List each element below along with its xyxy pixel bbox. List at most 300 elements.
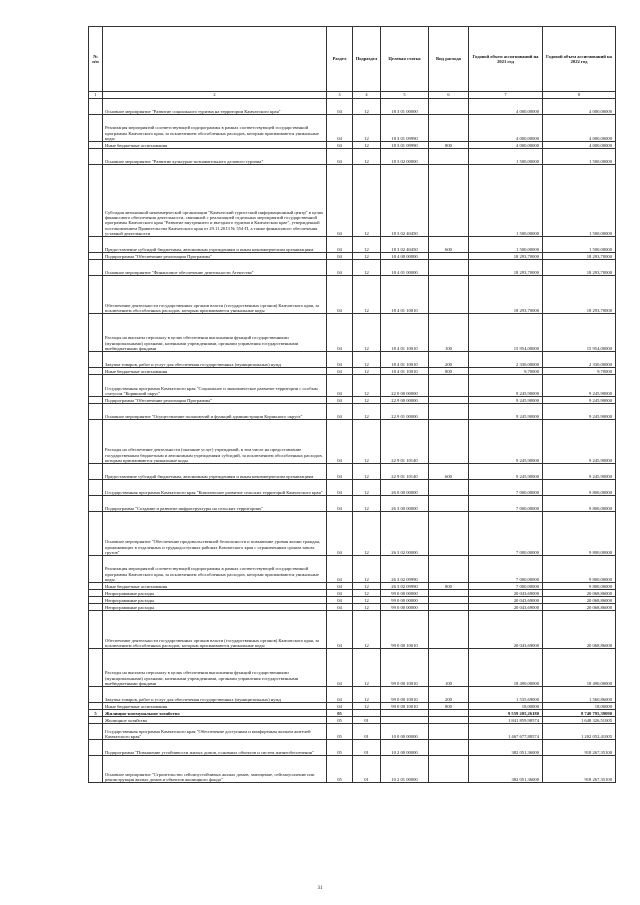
table-row (89, 583, 616, 590)
row-expense-type: 800 (429, 368, 469, 375)
row-name: Закупка товаров, работ и услуг для обеспечения государственных (муниципальных) нужд (103, 352, 327, 368)
table-row (89, 740, 616, 756)
row-subsection: 12 (353, 260, 381, 276)
table-row (89, 375, 616, 397)
row-expense-type (429, 404, 469, 420)
row-amount-2022: 1 500,00000 (543, 165, 616, 237)
row-expense-type: 200 (429, 687, 469, 703)
row-amount-2022: 2 330,00000 (543, 352, 616, 368)
row-amount-2021: 20 043,69000 (469, 604, 543, 611)
row-target-article (381, 710, 429, 717)
row-section: 04 (327, 420, 353, 464)
row-number (89, 649, 103, 687)
col-header-num: № п/п (89, 27, 103, 92)
row-target-article: 26 3 00 00000 (381, 496, 429, 512)
row-amount-2021: 18 490,00000 (469, 649, 543, 687)
row-section: 04 (327, 590, 353, 597)
row-amount-2021: 18 293,70000 (469, 253, 543, 260)
col-header-amount-2021: Годовой объем ассигнований на 2021 год (469, 27, 543, 92)
table-row (89, 149, 616, 165)
row-name: Основное мероприятие "Строительство сейсмоустойчивых жилых домов, замещение, сейсмоусиление или реконструкция жилых домов и объектов жилищного фонда" (103, 756, 327, 783)
row-amount-2021: 1 535,69000 (469, 687, 543, 703)
row-expense-type (429, 149, 469, 165)
col-header-expense-type: Вид расхода (429, 27, 469, 92)
row-amount-2022: 9 245,90000 (543, 420, 616, 464)
col-number: 3 (327, 92, 353, 99)
row-target-article: 26 3 02 09990 (381, 583, 429, 590)
row-amount-2021: 1 500,00000 (469, 237, 543, 253)
row-name: Государственная программа Камчатского края "Обеспечение доступным и комфортным жильем жителей Камчатского края" (103, 724, 327, 740)
row-name: Обеспечение деятельности государственных органов власти (государственных органов) Камчатского края, за исключением обособленных расходов, которым присваиваются уникальные коды (103, 611, 327, 649)
row-section: 04 (327, 480, 353, 496)
row-name: Подпрограмма "Повышение устойчивости жилых домов, основных объектов и систем жизнеобеспечения" (103, 740, 327, 756)
row-number (89, 590, 103, 597)
col-number: 8 (543, 92, 616, 99)
row-target-article (381, 717, 429, 724)
col-number: 2 (103, 92, 327, 99)
row-amount-2021: 4 000,00000 (469, 142, 543, 149)
table-row (89, 368, 616, 375)
row-amount-2022: 9 800,00000 (543, 496, 616, 512)
row-subsection: 01 (353, 724, 381, 740)
row-subsection: 12 (353, 590, 381, 597)
row-expense-type (429, 397, 469, 404)
row-expense-type (429, 590, 469, 597)
table-row (89, 512, 616, 556)
table-row (89, 260, 616, 276)
row-amount-2022: 18 490,00000 (543, 649, 616, 687)
row-amount-2022: 1 648 326,51005 (543, 717, 616, 724)
row-subsection: 12 (353, 352, 381, 368)
col-number: 7 (469, 92, 543, 99)
row-amount-2021: 9 245,90000 (469, 375, 543, 397)
row-expense-type (429, 420, 469, 464)
row-amount-2022: 18 293,70000 (543, 260, 616, 276)
table-row (89, 756, 616, 783)
row-amount-2021: 7 000,00000 (469, 556, 543, 583)
row-number (89, 756, 103, 783)
table-row (89, 597, 616, 604)
row-number (89, 352, 103, 368)
row-name: Иные бюджетные ассигнования (103, 583, 327, 590)
row-target-article: 26 3 02 09990 (381, 556, 429, 583)
row-section: 04 (327, 649, 353, 687)
row-expense-type (429, 260, 469, 276)
row-expense-type (429, 756, 469, 783)
row-amount-2022: 18 293,70000 (543, 253, 616, 260)
row-amount-2022: 1 202 052,41005 (543, 724, 616, 740)
row-amount-2021: 4 000,00000 (469, 115, 543, 142)
row-target-article: 18 4 00 00000 (381, 253, 429, 260)
row-amount-2022: 18 293,70000 (543, 276, 616, 314)
row-expense-type (429, 480, 469, 496)
row-number (89, 99, 103, 115)
col-header-name (103, 27, 327, 92)
row-name: Расходы на выплаты персоналу в целях обеспечения выполнения функций государственными (муниципальными) органами, казенными учреждениями, органами управления государственными внебюджетными фондами (103, 314, 327, 352)
row-amount-2022: 20 068,86000 (543, 611, 616, 649)
row-number (89, 276, 103, 314)
row-target-article: 18 4 01 10010 (381, 276, 429, 314)
row-subsection: 12 (353, 165, 381, 237)
row-target-article: 99 0 00 10010 (381, 687, 429, 703)
row-amount-2022: 20 068,86000 (543, 604, 616, 611)
row-amount-2022: 9,70000 (543, 368, 616, 375)
row-target-article: 22 0 00 00000 (381, 375, 429, 397)
row-amount-2022: 18,00000 (543, 703, 616, 710)
table-row (89, 253, 616, 260)
row-subsection: 12 (353, 276, 381, 314)
row-target-article: 18 3 02 00000 (381, 149, 429, 165)
row-amount-2021: 1 500,00000 (469, 149, 543, 165)
row-amount-2021: 7 000,00000 (469, 480, 543, 496)
row-name: Основное мероприятие "Финансовое обеспечение деятельности Агентства" (103, 260, 327, 276)
row-expense-type: 100 (429, 649, 469, 687)
row-target-article: 99 0 00 10010 (381, 649, 429, 687)
col-number: 1 (89, 92, 103, 99)
row-subsection: 12 (353, 464, 381, 480)
row-target-article: 22 9 01 10140 (381, 420, 429, 464)
row-name: Основное мероприятие "Обеспечение продовольственной безопасности и повышение уровня жизни граждан, проживающих в отдаленных и труднодоступных районах Камчатского края с ограниченным сроком завоза грузов" (103, 512, 327, 556)
col-number: 4 (353, 92, 381, 99)
row-subsection: 01 (353, 717, 381, 724)
row-section: 04 (327, 260, 353, 276)
row-expense-type: 600 (429, 464, 469, 480)
row-section: 04 (327, 142, 353, 149)
row-amount-2021: 20 043,69000 (469, 590, 543, 597)
row-name: Субсидия автономной некоммерческой организации "Камчатский туристский информационный центр" в целях финансового обеспечения деятельности, связанной с реализацией отдельных мероприятий государственной программы Камчатского края "Развитие внутреннего и въездного туризма в Камчатском крае", утвержденной постановлением Правительства Камчатского края от 29.11.2013 № 554-П, а также финансового обеспечения уставной деятельности (103, 165, 327, 237)
row-section: 04 (327, 397, 353, 404)
page-number: 31 (317, 886, 323, 891)
row-amount-2022: 9 245,90000 (543, 404, 616, 420)
row-number (89, 597, 103, 604)
row-section: 04 (327, 404, 353, 420)
row-amount-2022: 9 800,00000 (543, 583, 616, 590)
row-subsection: 01 (353, 756, 381, 783)
row-target-article: 18 3 01 00000 (381, 99, 429, 115)
row-name: Закупка товаров, работ и услуг для обеспечения государственных (муниципальных) нужд (103, 687, 327, 703)
row-name: Государственная программа Камчатского края "Комплексное развитие сельских территорий Камчатского края" (103, 480, 327, 496)
table-row (89, 649, 616, 687)
table-row (89, 604, 616, 611)
row-number (89, 375, 103, 397)
row-section: 04 (327, 597, 353, 604)
table-row (89, 276, 616, 314)
row-amount-2021: 7 000,00000 (469, 496, 543, 512)
row-subsection: 01 (353, 740, 381, 756)
row-target-article: 99 0 00 10010 (381, 611, 429, 649)
row-expense-type (429, 375, 469, 397)
table-row (89, 314, 616, 352)
table-row (89, 115, 616, 142)
row-name: Иные бюджетные ассигнования (103, 703, 327, 710)
row-expense-type (429, 99, 469, 115)
row-section: 04 (327, 237, 353, 253)
row-expense-type: 100 (429, 314, 469, 352)
row-subsection: 12 (353, 496, 381, 512)
row-target-article: 22 9 01 10140 (381, 464, 429, 480)
row-section: 04 (327, 165, 353, 237)
row-name: Расходы на обеспечение деятельности (оказание услуг) учреждений, в том числе на предоставление государственным бюджетным и автономным учреждениям субсидий, за исключением обособленных расходов, которым присваиваются уникальные коды (103, 420, 327, 464)
row-amount-2022: 20 068,86000 (543, 597, 616, 604)
row-target-article: 18 3 01 09990 (381, 115, 429, 142)
row-number (89, 314, 103, 352)
table-row (89, 496, 616, 512)
row-amount-2022: 9 800,00000 (543, 556, 616, 583)
row-amount-2021: 20 043,69000 (469, 611, 543, 649)
row-subsection: 12 (353, 649, 381, 687)
col-header-subsection: Подраздел (353, 27, 381, 92)
row-expense-type: 600 (429, 237, 469, 253)
row-expense-type (429, 604, 469, 611)
row-amount-2022: 15 954,00000 (543, 314, 616, 352)
row-subsection: 12 (353, 368, 381, 375)
row-expense-type (429, 724, 469, 740)
row-number (89, 115, 103, 142)
row-amount-2021: 9 245,90000 (469, 420, 543, 464)
budget-table (88, 26, 616, 783)
table-row (89, 237, 616, 253)
row-amount-2021: 9 245,90000 (469, 464, 543, 480)
row-amount-2021: 9 245,90000 (469, 397, 543, 404)
row-number (89, 583, 103, 590)
table-row (89, 404, 616, 420)
table-row (89, 480, 616, 496)
row-subsection: 12 (353, 687, 381, 703)
row-target-article: 99 0 00 00000 (381, 604, 429, 611)
row-section: 04 (327, 496, 353, 512)
row-number (89, 149, 103, 165)
row-target-article: 18 3 01 09990 (381, 142, 429, 149)
row-amount-2021: 1 500,00000 (469, 165, 543, 237)
row-subsection: 12 (353, 404, 381, 420)
row-target-article: 99 0 00 00000 (381, 597, 429, 604)
table-row (89, 724, 616, 740)
table-row (89, 352, 616, 368)
row-number (89, 165, 103, 237)
row-expense-type: 800 (429, 583, 469, 590)
row-name: Обеспечение деятельности государственных органов власти (государственных органов) Камчатского края, за исключением обособленных расходов, которым присваиваются уникальные коды (103, 276, 327, 314)
row-section: 04 (327, 276, 353, 314)
row-target-article: 26 3 02 00000 (381, 512, 429, 556)
table-row (89, 611, 616, 649)
row-expense-type (429, 165, 469, 237)
row-expense-type: 800 (429, 703, 469, 710)
row-amount-2022: 4 000,00000 (543, 142, 616, 149)
row-amount-2021: 2 330,00000 (469, 352, 543, 368)
row-target-article: 99 0 00 00000 (381, 590, 429, 597)
row-amount-2021: 18,00000 (469, 703, 543, 710)
row-amount-2022: 1 560,86000 (543, 687, 616, 703)
row-number (89, 724, 103, 740)
row-amount-2022: 20 068,86000 (543, 590, 616, 597)
row-section: 04 (327, 368, 353, 375)
row-amount-2021: 4 000,00000 (469, 99, 543, 115)
row-amount-2021: 9 559 205,26180 (469, 710, 543, 717)
row-section: 04 (327, 687, 353, 703)
row-subsection: 12 (353, 375, 381, 397)
row-expense-type: 800 (429, 142, 469, 149)
table-row (89, 687, 616, 703)
row-target-article: 18 3 02 40450 (381, 237, 429, 253)
row-name: Подпрограмма "Обеспечение реализации Программы" (103, 397, 327, 404)
row-section: 04 (327, 314, 353, 352)
table-row (89, 142, 616, 149)
row-section: 04 (327, 149, 353, 165)
row-name: Жилищно-коммунальное хозяйство (103, 710, 327, 717)
row-subsection: 12 (353, 480, 381, 496)
row-expense-type (429, 740, 469, 756)
row-amount-2021: 15 954,00000 (469, 314, 543, 352)
row-name: Основное мероприятие "Развитие социального туризма на территории Камчатского края" (103, 99, 327, 115)
row-number (89, 397, 103, 404)
table-row (89, 165, 616, 237)
row-subsection (353, 710, 381, 717)
row-expense-type (429, 253, 469, 260)
row-target-article: 18 4 01 00000 (381, 260, 429, 276)
row-number (89, 740, 103, 756)
row-amount-2021: 7 000,00000 (469, 583, 543, 590)
row-section: 04 (327, 512, 353, 556)
row-name: Основное мероприятие "Развитие культурно-познавательного делового туризма" (103, 149, 327, 165)
row-target-article: 18 4 01 10010 (381, 368, 429, 375)
row-expense-type (429, 276, 469, 314)
row-section: 05 (327, 724, 353, 740)
row-subsection: 12 (353, 512, 381, 556)
row-amount-2022: 9 245,90000 (543, 464, 616, 480)
row-expense-type (429, 115, 469, 142)
row-subsection: 12 (353, 604, 381, 611)
col-number: 5 (381, 92, 429, 99)
table-row (89, 397, 616, 404)
row-amount-2022: 1 500,00000 (543, 237, 616, 253)
row-number (89, 496, 103, 512)
row-section: 04 (327, 604, 353, 611)
row-number (89, 260, 103, 276)
row-target-article: 22 9 01 00000 (381, 404, 429, 420)
row-amount-2022: 9 245,90000 (543, 375, 616, 397)
row-subsection: 12 (353, 149, 381, 165)
row-name: Государственная программа Камчатского края "Социальное и экономическое развитие территории с особым статусом "Корякский округ" (103, 375, 327, 397)
row-number (89, 611, 103, 649)
row-subsection: 12 (353, 583, 381, 590)
row-number (89, 512, 103, 556)
row-amount-2021: 382 051,36000 (469, 756, 543, 783)
row-amount-2022: 4 000,00000 (543, 99, 616, 115)
budget-table-sheet (88, 26, 615, 783)
table-row (89, 556, 616, 583)
row-section: 04 (327, 583, 353, 590)
row-amount-2021: 1 467 677,88574 (469, 724, 543, 740)
table-header-row (89, 27, 616, 92)
row-amount-2021: 9 245,90000 (469, 404, 543, 420)
row-target-article: 10 2 01 00000 (381, 756, 429, 783)
col-header-section: Раздел (327, 27, 353, 92)
row-expense-type (429, 611, 469, 649)
row-number (89, 687, 103, 703)
row-name: Подпрограмма "Создание и развитие инфраструктуры на сельских территориях" (103, 496, 327, 512)
row-number (89, 237, 103, 253)
row-name: Подпрограмма "Обеспечение реализации Программы" (103, 253, 327, 260)
row-section: 04 (327, 352, 353, 368)
row-number (89, 420, 103, 464)
row-amount-2022: 918 267,35100 (543, 756, 616, 783)
row-target-article: 18 3 02 40450 (381, 165, 429, 237)
row-target-article: 10 2 00 00000 (381, 740, 429, 756)
row-target-article: 18 4 01 10010 (381, 314, 429, 352)
row-subsection: 12 (353, 397, 381, 404)
row-amount-2021: 9,70000 (469, 368, 543, 375)
row-number (89, 480, 103, 496)
row-expense-type (429, 512, 469, 556)
row-subsection: 12 (353, 253, 381, 260)
row-number: 5 (89, 710, 103, 717)
row-amount-2022: 9 800,00000 (543, 480, 616, 496)
row-name: Реализация мероприятий соответствующей подпрограммы в рамках соответствующей государственной программы Камчатского края, за исключением обособленных расходов, которым присваиваются уникальные коды (103, 556, 327, 583)
row-amount-2021: 7 000,00000 (469, 512, 543, 556)
row-amount-2022: 8 740 795,39090 (543, 710, 616, 717)
table-row (89, 703, 616, 710)
row-name: Жилищное хозяйство (103, 717, 327, 724)
row-amount-2022: 9 800,00000 (543, 512, 616, 556)
row-target-article: 18 4 01 10010 (381, 352, 429, 368)
col-number: 6 (429, 92, 469, 99)
col-header-target-article: Целевая статья (381, 27, 429, 92)
row-section: 04 (327, 464, 353, 480)
row-amount-2022: 1 500,00000 (543, 149, 616, 165)
row-section: 04 (327, 375, 353, 397)
row-number (89, 556, 103, 583)
row-subsection: 12 (353, 703, 381, 710)
table-row (89, 710, 616, 717)
row-name: Иные бюджетные ассигнования (103, 368, 327, 375)
row-number (89, 368, 103, 375)
column-number-row (89, 92, 616, 99)
row-amount-2022: 9 245,90000 (543, 397, 616, 404)
row-name: Непрограммные расходы (103, 590, 327, 597)
row-name: Предоставление субсидий бюджетным, автономным учреждениям и иным некоммерческим организациям (103, 464, 327, 480)
row-number (89, 717, 103, 724)
row-amount-2022: 4 000,00000 (543, 115, 616, 142)
row-section: 05 (327, 710, 353, 717)
row-name: Непрограммные расходы (103, 604, 327, 611)
table-row (89, 590, 616, 597)
row-number (89, 703, 103, 710)
row-subsection: 12 (353, 142, 381, 149)
row-section: 04 (327, 99, 353, 115)
table-body (89, 99, 616, 783)
row-section: 05 (327, 756, 353, 783)
row-expense-type (429, 496, 469, 512)
row-amount-2021: 20 043,69000 (469, 597, 543, 604)
row-section: 04 (327, 611, 353, 649)
row-target-article: 26 0 00 00000 (381, 480, 429, 496)
row-number (89, 464, 103, 480)
row-subsection: 12 (353, 237, 381, 253)
row-amount-2021: 382 051,36000 (469, 740, 543, 756)
row-target-article: 22 9 00 00000 (381, 397, 429, 404)
row-expense-type (429, 597, 469, 604)
row-number (89, 404, 103, 420)
row-name: Предоставление субсидий бюджетным, автономным учреждениям и иным некоммерческим организациям (103, 237, 327, 253)
row-amount-2022: 918 267,35100 (543, 740, 616, 756)
row-expense-type (429, 717, 469, 724)
row-expense-type (429, 710, 469, 717)
row-subsection: 12 (353, 611, 381, 649)
row-expense-type: 200 (429, 352, 469, 368)
row-subsection: 12 (353, 314, 381, 352)
row-subsection: 12 (353, 420, 381, 464)
row-section: 04 (327, 115, 353, 142)
